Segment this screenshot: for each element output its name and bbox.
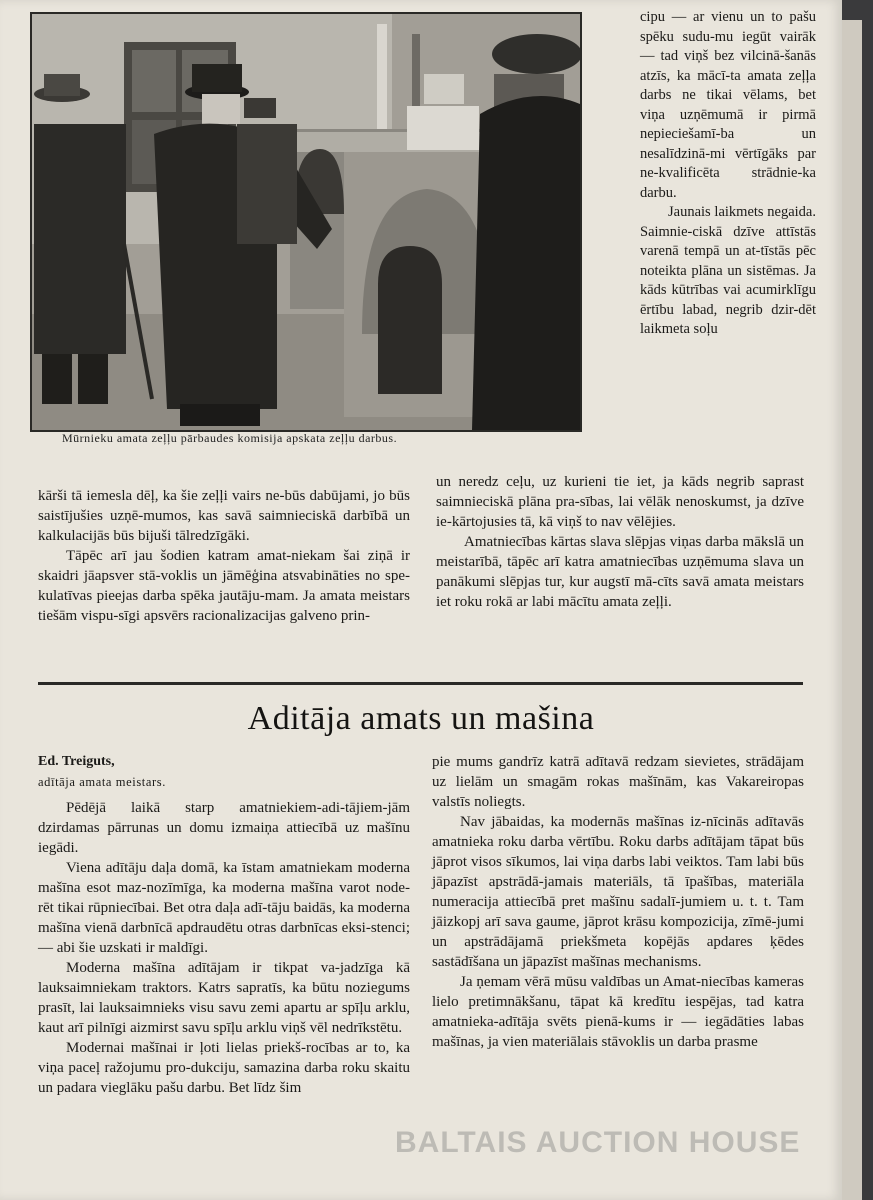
photo-illustration <box>32 14 580 430</box>
lower-left-column <box>38 486 410 626</box>
auction-watermark: BALTAIS AUCTION HOUSE <box>395 1126 801 1159</box>
paragraph: pie mums gandrīz katrā adītavā redzam sievietes, strādājam uz lielām un smagām rokas mašīnām, kas Vakareiropas valstīs noliegts. <box>432 754 804 810</box>
paragraph: Modernai mašīnai ir ļoti lielas priekš-rocības ar to, ka viņa paceļ ražojumu pro-dukciju, samazina darba roku skaitu un padara vieglāku pašu darbu. Bet līdz šim <box>38 1040 410 1096</box>
article-title: Aditāja amats un mašina <box>247 700 595 737</box>
paragraph: Viena adītāju daļa domā, ka īstam amatniekam moderna mašīna esot maz-nozīmīga, ka moderna mašīna varot node-rēt tikai rūpniecībai. Bet otra daļa adī-tāju baidās, ka moderna mašīna vienā darbnīcā apdraudētu otras darbnīcas eksi-stenci; — abi šie uzskati ir maldīgi. <box>38 860 410 956</box>
photo-caption: Mūrnieku amata zeļļu pārbaudes komisija apskata zeļļu darbus. <box>62 431 398 445</box>
paragraph: Ja ņemam vērā mūsu valdības un Amat-niecības kameras lielo pretimnākšanu, tāpat kā kredītu iespējas, tad katra amatnieka-adītāja svēts pienā-kums ir — iegādāties labas mašīnas, ja vien materiālais stāvoklis un darba prasme <box>432 974 804 1050</box>
paragraph: cipu — ar vienu un to pašu spēku sudu-mu iegūt vairāk — tad viņš bez vilcinā-šanās atzīs, ka mācī-ta amata zeļļa darbs ne tikai vēlams, bet viņa uzņēmumā ir pirmā nepieciešamī-ba un nesalīdzinā-mi vērtīgāks par ne-kvalificēta strādnie-ka darbu. <box>640 9 816 201</box>
article-left-column <box>38 752 410 1098</box>
lower-right-column <box>436 472 804 612</box>
author-role: adītāja amata meistars. <box>38 775 166 789</box>
paragraph: Tāpēc arī jau šodien katram amat-niekam šai ziņā ir skaidri jāapsver stā-voklis un jāmēģina atsvabināties no spe-kulatīvas pieejas darba spēka jautāju-mam. Ja amata meistars tiešām vispu-sīgi apsvērs racionalizacijas galveno prin- <box>38 548 410 624</box>
paragraph: Moderna mašīna adītājam ir tikpat va-jadzīga kā lauksaimniekam traktors. Katrs sapratīs, ka būtu noziegums prasīt, lai lauksaimnieks visu savu zemi apartu ar spīļu arklu, kaut arī pilnīgi aizmirst savu spīļu arklu viņš vēl nedrīkstētu. <box>38 960 410 1036</box>
paragraph: Jaunais laikmets negaida. Saimnie-ciskā dzīve attīstās varenā tempā un at-tīstās pēc noteikta plāna un sistēmas. Ja kāds kūtrības vai acumirklīgu ērtību labad, negrib dzir-dēt laikmeta soļu <box>640 204 816 337</box>
paragraph: Nav jābaidas, ka modernās mašīnas iz-nīcinās adītavās amatnieka roku darba vērtību. Roku darbs adītājam tāpat būs jāprot visos sīkumos, lai viņa darbs labi veiktos. Tam labi būs jāpazīst apstrādā-jamais materiāls, tā īpašības, materiāla numeracija attiecībā pret mašīnu sadalī-jumiem u. t. t. Tam jāizkopj arī sava gaume, jāprot krāsu kompozicija, zīmē-jumi un apstrādājamā priekšmeta kopējās apdares ķēdes sastādīšana un jāpazīst mašīnas mechanisms. <box>432 814 804 970</box>
top-right-column <box>640 8 816 340</box>
paragraph: Amatniecības kārtas slava slēpjas viņas darba mākslā un meistarībā, tāpēc arī katra amatniecības uzņēmuma slava un panākumi slēpjas tur, kur augstī mā-cīts savā amata meistars iet roku rokā ar labi mācītu amata zeļļi. <box>436 534 804 610</box>
author-name: Ed. Treiguts, <box>38 754 115 769</box>
paragraph: Pēdējā laikā starp amatniekiem-adi-tājiem-jām dzirdamas pārrunas un domu izmaiņa attiecībā uz mašīnu iegādi. <box>38 800 410 856</box>
photograph-masons-inspection <box>30 12 582 432</box>
section-divider <box>38 682 803 685</box>
paragraph: un neredz ceļu, uz kurieni tie iet, ja kāds negrib saprast saimnieciskā plāna pra-sības, lai vēlāk nenoskumst, ja dzīve ie-kārtojusies tā, kā viņš to nav vēlējies. <box>436 474 804 530</box>
page-edge <box>842 20 862 1200</box>
paragraph: kārši tā iemesla dēļ, ka šie zeļļi vairs ne-būs dabūjami, jo būs saistījušies uzņē-mumos, kas savā saimnieciskā darbībā un kalkulacijās būs bijuši tālredzīgāki. <box>38 488 410 544</box>
article-right-column <box>432 752 804 1052</box>
